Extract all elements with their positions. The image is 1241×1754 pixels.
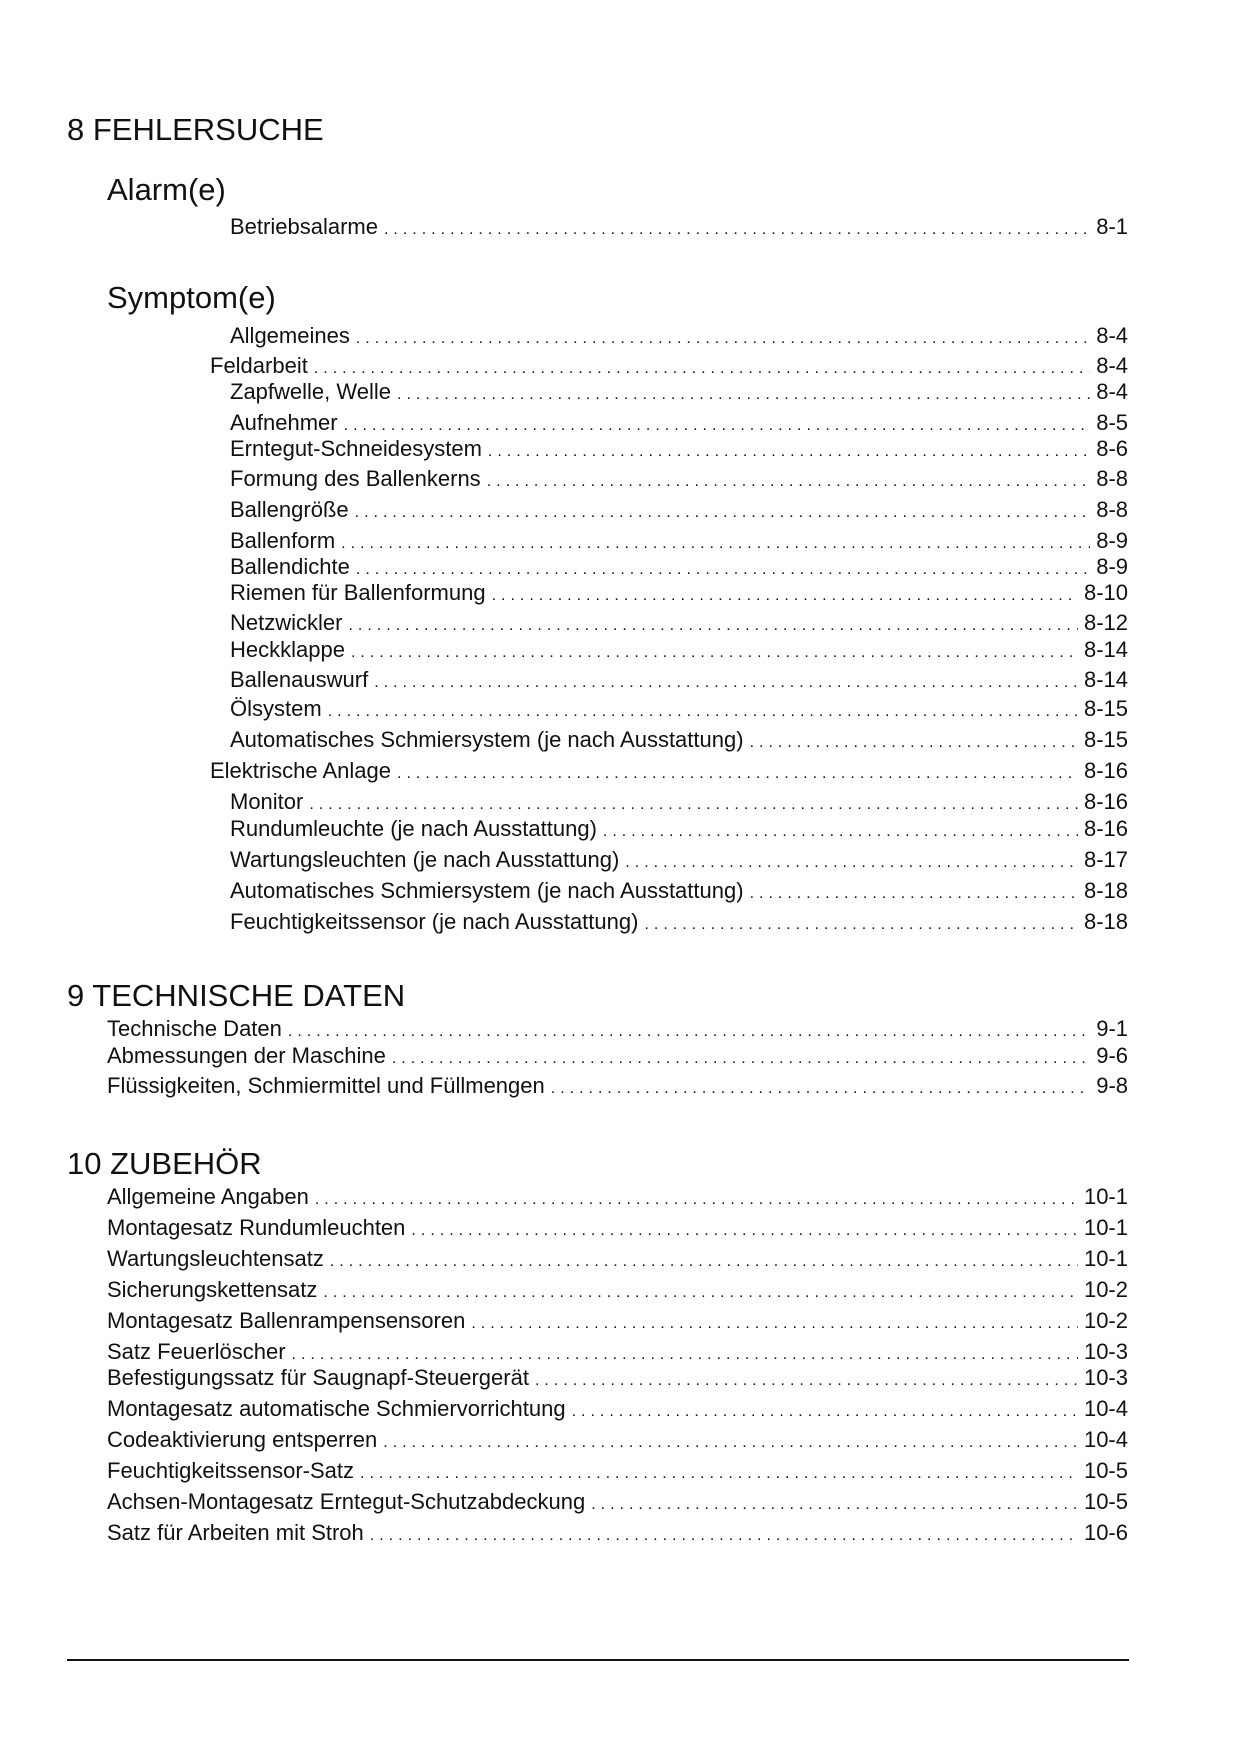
toc-entry[interactable] [107, 1364, 1128, 1392]
dot-leader [397, 760, 1078, 788]
toc-entry[interactable] [230, 213, 1128, 241]
dot-leader [411, 1217, 1078, 1245]
dot-leader [383, 1429, 1078, 1457]
toc-entry-page: 9-1 [1096, 1016, 1128, 1041]
dot-leader [315, 1186, 1078, 1214]
toc-entry[interactable] [230, 815, 1128, 843]
toc-entry[interactable] [230, 877, 1128, 905]
toc-entry[interactable] [230, 609, 1128, 637]
toc-entry-page: 10-4 [1083, 1427, 1128, 1452]
toc-entry[interactable] [230, 695, 1128, 723]
toc-entry[interactable] [210, 757, 1128, 785]
toc-entry-page: 10-6 [1083, 1520, 1128, 1545]
toc-entry-page: 10-5 [1083, 1458, 1128, 1483]
toc-entry[interactable] [230, 553, 1128, 581]
toc-entry[interactable] [107, 1276, 1128, 1304]
toc-entry-label: Formung des Ballenkerns [230, 466, 481, 491]
toc-entry-page: 8-5 [1096, 410, 1128, 435]
dot-leader [535, 1367, 1078, 1395]
toc-entry[interactable] [107, 1245, 1128, 1273]
toc-entry-page: 10-2 [1083, 1277, 1128, 1302]
toc-entry[interactable] [107, 1072, 1128, 1100]
toc-entry-page: 10-1 [1083, 1246, 1128, 1271]
toc-entry-label: Ballengröße [230, 497, 349, 522]
toc-entry-page: 8-4 [1096, 323, 1128, 348]
toc-entry-page: 10-4 [1083, 1396, 1128, 1421]
toc-entry-label: Montagesatz Ballenrampensensoren [107, 1308, 466, 1333]
dot-leader [374, 669, 1078, 697]
toc-entry-page: 9-8 [1096, 1073, 1128, 1098]
toc-entry-label: Montagesatz Rundumleuchten [107, 1215, 406, 1240]
toc-entry[interactable] [107, 1488, 1128, 1516]
toc-entry-page: 8-6 [1096, 436, 1128, 461]
toc-entry[interactable] [107, 1395, 1128, 1423]
toc-entry-label: Sicherungskettensatz [107, 1277, 318, 1302]
toc-entry[interactable] [230, 846, 1128, 874]
toc-entry-label: Feuchtigkeitssensor (je nach Ausstattung) [230, 909, 639, 934]
toc-entry[interactable] [230, 636, 1128, 664]
toc-entry[interactable] [107, 1307, 1128, 1335]
dot-leader [487, 468, 1091, 496]
toc-entry-label: Aufnehmer [230, 410, 338, 435]
toc-entry-label: Erntegut-Schneidesystem [230, 436, 482, 461]
toc-entry-label: Zapfwelle, Welle [230, 379, 391, 404]
toc-entry-label: Ölsystem [230, 696, 322, 721]
toc-entry-label: Achsen-Montagesatz Erntegut-Schutzabdeckung [107, 1489, 586, 1514]
toc-entry-page: 8-1 [1096, 214, 1128, 239]
toc-entry-label: Wartungsleuchtensatz [107, 1246, 324, 1271]
toc-entry-label: Satz Feuerlöscher [107, 1339, 286, 1364]
toc-entry-page: 10-1 [1083, 1215, 1128, 1240]
toc-entry-label: Ballenform [230, 528, 336, 553]
toc-entry-page: 8-17 [1083, 847, 1128, 872]
toc-entry-page: 8-16 [1083, 816, 1128, 841]
toc-entry-page: 8-9 [1096, 554, 1128, 579]
toc-entry-label: Netzwickler [230, 610, 343, 635]
toc-entry-label: Automatisches Schmiersystem (je nach Ausstattung) [230, 878, 744, 903]
toc-entry-label: Abmessungen der Maschine [107, 1043, 386, 1068]
toc-entry-page: 10-5 [1083, 1489, 1128, 1514]
dot-leader [392, 1045, 1090, 1073]
toc-entry[interactable] [107, 1457, 1128, 1485]
toc-entry-page: 10-2 [1083, 1308, 1128, 1333]
dot-leader [360, 1460, 1078, 1488]
dot-leader [356, 325, 1090, 353]
toc-entry-page: 8-18 [1083, 909, 1128, 934]
toc-entry-label: Allgemeine Angaben [107, 1184, 309, 1209]
toc-entry-label: Flüssigkeiten, Schmiermittel und Füllmengen [107, 1073, 545, 1098]
dot-leader [644, 911, 1078, 939]
toc-entry[interactable] [230, 496, 1128, 524]
toc-entry[interactable] [107, 1338, 1128, 1366]
chapter-title: 8 FEHLERSUCHE [67, 112, 324, 147]
toc-entry[interactable] [107, 1042, 1128, 1070]
toc-entry-label: Technische Daten [107, 1016, 282, 1041]
toc-entry[interactable] [210, 352, 1128, 380]
toc-entry-label: Monitor [230, 789, 304, 814]
section-heading: Alarm(e) [107, 172, 226, 207]
toc-entry[interactable] [230, 726, 1128, 754]
toc-entry[interactable] [107, 1519, 1128, 1547]
toc-entry-page: 8-4 [1096, 379, 1128, 404]
toc-entry-page: 8-15 [1083, 696, 1128, 721]
section-heading: Symptom(e) [107, 280, 276, 315]
toc-entry-page: 8-15 [1083, 727, 1128, 752]
toc-entry-label: Heckklappe [230, 637, 345, 662]
toc-entry-label: Ballenauswurf [230, 667, 369, 692]
toc-entry-label: Rundumleuchte (je nach Ausstattung) [230, 816, 597, 841]
toc-entry[interactable] [230, 579, 1128, 607]
dot-leader [330, 1248, 1078, 1276]
chapter-title: 9 TECHNISCHE DATEN [67, 978, 406, 1013]
dot-leader [750, 729, 1078, 757]
toc-entry-page: 10-3 [1083, 1339, 1128, 1364]
toc-entry-label: Automatisches Schmiersystem (je nach Ausstattung) [230, 727, 744, 752]
toc-entry[interactable] [230, 322, 1128, 350]
dot-leader [323, 1279, 1078, 1307]
footer-divider [67, 1659, 1129, 1661]
toc-entry-page: 8-10 [1083, 580, 1128, 605]
dot-leader [328, 698, 1078, 726]
toc-entry-page: 8-18 [1083, 878, 1128, 903]
toc-entry[interactable] [107, 1183, 1128, 1211]
toc-entry-label: Codeaktivierung entsperren [107, 1427, 378, 1452]
toc-entry[interactable] [230, 465, 1128, 493]
dot-leader [488, 438, 1090, 466]
toc-entry-page: 8-8 [1096, 497, 1128, 522]
dot-leader [551, 1075, 1090, 1103]
dot-leader [750, 880, 1078, 908]
dot-leader [355, 499, 1091, 527]
toc-entry-page: 8-4 [1096, 353, 1128, 378]
dot-leader [572, 1398, 1078, 1426]
chapter-title: 10 ZUBEHÖR [67, 1146, 262, 1181]
toc-entry[interactable] [230, 409, 1128, 437]
toc-entry-page: 10-3 [1083, 1365, 1128, 1390]
dot-leader [384, 216, 1090, 244]
toc-entry[interactable] [230, 527, 1128, 555]
dot-leader [625, 849, 1078, 877]
toc-entry-page: 8-16 [1083, 789, 1128, 814]
toc-entry[interactable] [230, 908, 1128, 936]
toc-entry-label: Wartungsleuchten (je nach Ausstattung) [230, 847, 620, 872]
toc-entry-page: 8-12 [1083, 610, 1128, 635]
toc-entry[interactable] [107, 1015, 1128, 1043]
toc-entry-page: 8-14 [1083, 667, 1128, 692]
toc-entry-label: Feuchtigkeitssensor-Satz [107, 1458, 354, 1483]
toc-entry-label: Montagesatz automatische Schmiervorrichtung [107, 1396, 566, 1421]
dot-leader [603, 818, 1078, 846]
toc-entry[interactable] [230, 378, 1128, 406]
toc-entry-page: 8-9 [1096, 528, 1128, 553]
dot-leader [471, 1310, 1078, 1338]
toc-entry-label: Allgemeines [230, 323, 350, 348]
dot-leader [351, 639, 1078, 667]
toc-entry[interactable] [230, 666, 1128, 694]
toc-entry-label: Feldarbeit [210, 353, 308, 378]
toc-entry-label: Ballendichte [230, 554, 350, 579]
toc-entry-page: 8-8 [1096, 466, 1128, 491]
toc-entry-label: Betriebsalarme [230, 214, 378, 239]
toc-entry-label: Befestigungssatz für Saugnapf-Steuergerät [107, 1365, 529, 1390]
toc-entry[interactable] [230, 788, 1128, 816]
toc-entry-page: 10-1 [1083, 1184, 1128, 1209]
toc-entry[interactable] [107, 1426, 1128, 1454]
toc-entry-label: Elektrische Anlage [210, 758, 391, 783]
toc-entry-label: Satz für Arbeiten mit Stroh [107, 1520, 364, 1545]
toc-entry-page: 8-14 [1083, 637, 1128, 662]
toc-entry-page: 9-6 [1096, 1043, 1128, 1068]
dot-leader [370, 1522, 1078, 1550]
toc-entry[interactable] [107, 1214, 1128, 1242]
toc-entry[interactable] [230, 435, 1128, 463]
dot-leader [397, 381, 1090, 409]
toc-entry-page: 8-16 [1083, 758, 1128, 783]
dot-leader [591, 1491, 1078, 1519]
dot-leader [492, 582, 1078, 610]
toc-entry-label: Riemen für Ballenformung [230, 580, 486, 605]
